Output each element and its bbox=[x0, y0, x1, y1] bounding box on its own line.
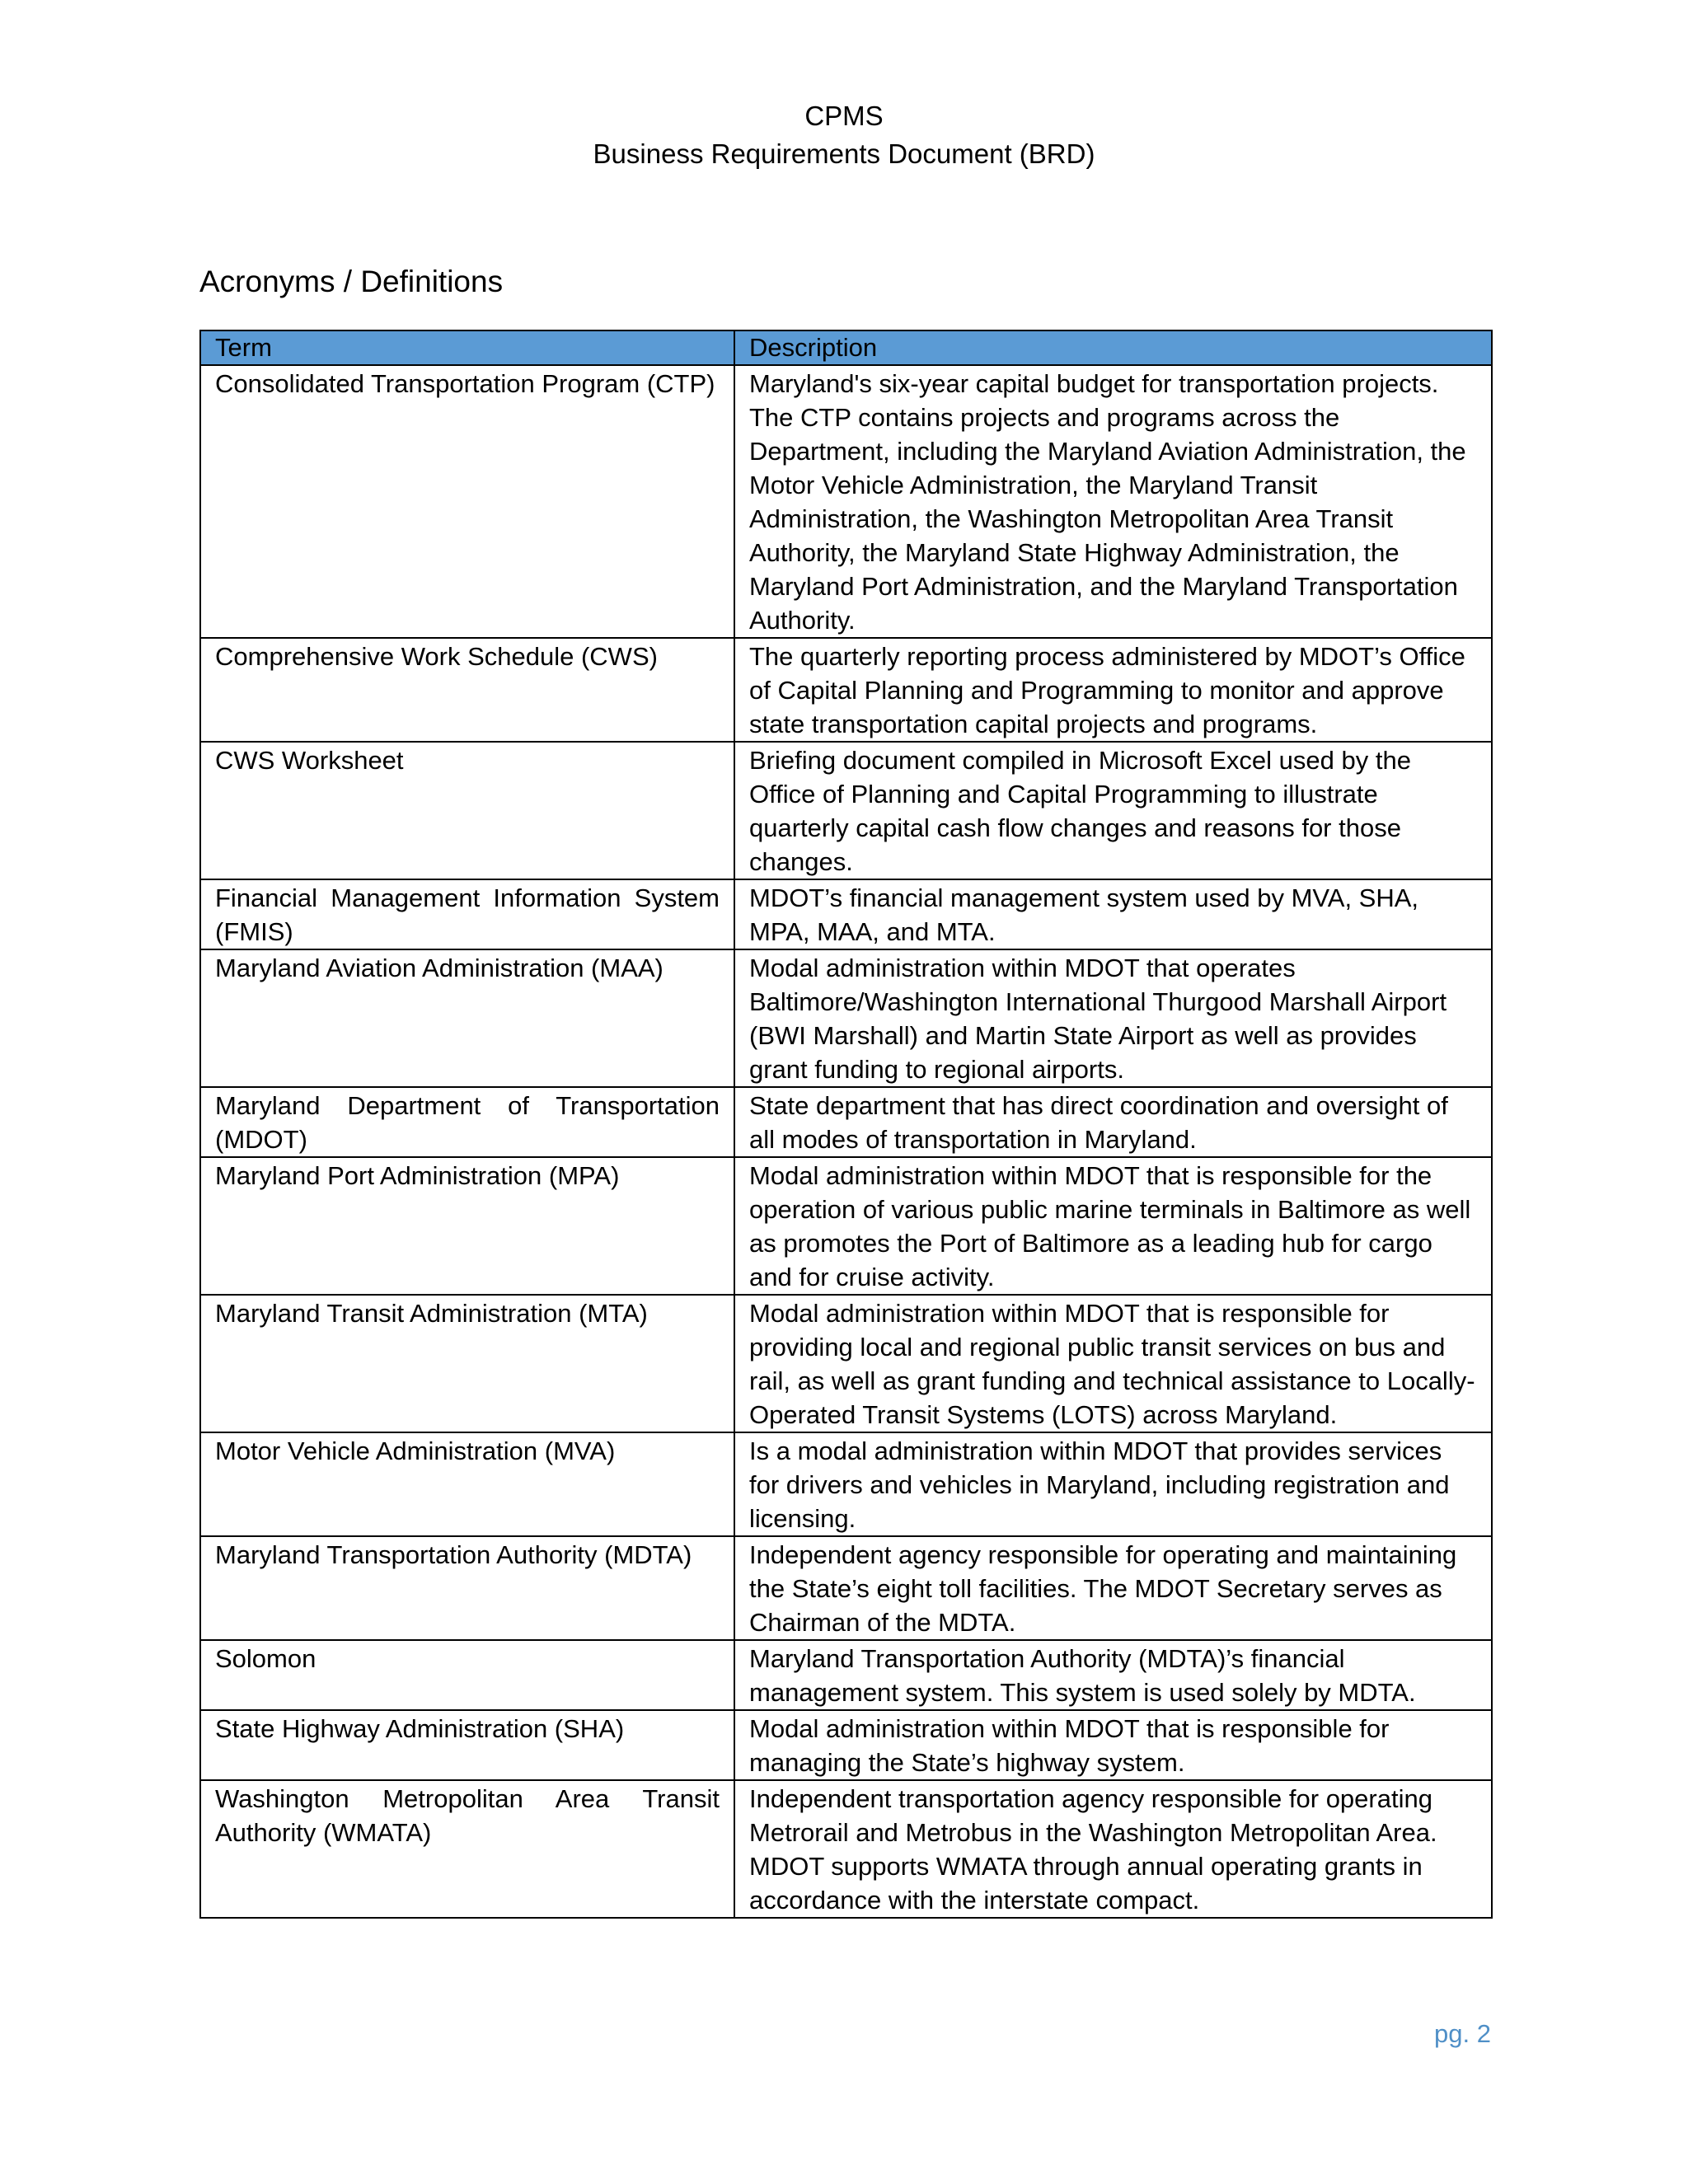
section-title: Acronyms / Definitions bbox=[199, 265, 504, 298]
table-row bbox=[200, 1295, 1492, 1432]
table-row bbox=[200, 879, 1492, 949]
term-cell: Comprehensive Work Schedule (CWS) bbox=[200, 638, 734, 742]
table-row bbox=[200, 1640, 1492, 1710]
table-row bbox=[200, 365, 1492, 638]
term-cell: Maryland Port Administration (MPA) bbox=[200, 1157, 734, 1295]
definitions-table bbox=[199, 330, 1493, 1919]
document-header bbox=[0, 97, 1688, 173]
table-row bbox=[200, 742, 1492, 879]
description-cell: The quarterly reporting process administered by MDOT’s Office of Capital Planning and Programming to monitor and approve state transportation capital projects and programs. bbox=[734, 638, 1492, 742]
page-number: pg. 2 bbox=[1434, 2019, 1491, 2048]
description-cell: Maryland Transportation Authority (MDTA)’s financial management system. This system is used solely by MDTA. bbox=[734, 1640, 1492, 1710]
term-cell: CWS Worksheet bbox=[200, 742, 734, 879]
header-title: CPMS bbox=[804, 101, 884, 131]
description-cell: Is a modal administration within MDOT that provides services for drivers and vehicles in Maryland, including registration and licensing. bbox=[734, 1432, 1492, 1536]
table-header-row bbox=[200, 330, 1492, 365]
description-cell: Modal administration within MDOT that is responsible for the operation of various public marine terminals in Baltimore as well as promotes the Port of Baltimore as a leading hub for cargo and for cruise activity. bbox=[734, 1157, 1492, 1295]
term-cell: Solomon bbox=[200, 1640, 734, 1710]
header-subtitle: Business Requirements Document (BRD) bbox=[593, 138, 1095, 169]
description-cell: State department that has direct coordination and oversight of all modes of transportation in Maryland. bbox=[734, 1087, 1492, 1157]
term-cell: Motor Vehicle Administration (MVA) bbox=[200, 1432, 734, 1536]
term-cell: Financial Management Information System (FMIS) bbox=[200, 879, 734, 949]
table-row bbox=[200, 638, 1492, 742]
table-row bbox=[200, 1087, 1492, 1157]
description-cell: Independent transportation agency responsible for operating Metrorail and Metrobus in the Washington Metropolitan Area. MDOT supports WMATA through annual operating grants in accordance with the interstate compact. bbox=[734, 1780, 1492, 1918]
term-cell: Maryland Transportation Authority (MDTA) bbox=[200, 1536, 734, 1640]
table-row bbox=[200, 1710, 1492, 1780]
term-cell: Washington Metropolitan Area Transit Authority (WMATA) bbox=[200, 1780, 734, 1918]
term-cell: Maryland Transit Administration (MTA) bbox=[200, 1295, 734, 1432]
table-row bbox=[200, 949, 1492, 1087]
description-cell: Modal administration within MDOT that operates Baltimore/Washington International Thurgood Marshall Airport (BWI Marshall) and Martin State Airport as well as provides grant funding to regional airports. bbox=[734, 949, 1492, 1087]
description-cell: Modal administration within MDOT that is responsible for managing the State’s highway system. bbox=[734, 1710, 1492, 1780]
table-row bbox=[200, 1432, 1492, 1536]
description-cell: Independent agency responsible for operating and maintaining the State’s eight toll facilities. The MDOT Secretary serves as Chairman of the MDTA. bbox=[734, 1536, 1492, 1640]
term-cell: Consolidated Transportation Program (CTP) bbox=[200, 365, 734, 638]
table-row bbox=[200, 1780, 1492, 1918]
term-cell: State Highway Administration (SHA) bbox=[200, 1710, 734, 1780]
description-cell: Briefing document compiled in Microsoft Excel used by the Office of Planning and Capital Programming to illustrate quarterly capital cash flow changes and reasons for those changes. bbox=[734, 742, 1492, 879]
description-cell: Modal administration within MDOT that is responsible for providing local and regional public transit services on bus and rail, as well as grant funding and technical assistance to Locally-Operated Transit Systems (LOTS) across Maryland. bbox=[734, 1295, 1492, 1432]
table-row bbox=[200, 1536, 1492, 1640]
description-cell: MDOT’s financial management system used by MVA, SHA, MPA, MAA, and MTA. bbox=[734, 879, 1492, 949]
column-header-term: Term bbox=[200, 330, 734, 365]
term-cell: Maryland Aviation Administration (MAA) bbox=[200, 949, 734, 1087]
description-cell: Maryland's six-year capital budget for transportation projects. The CTP contains projects and programs across the Department, including the Maryland Aviation Administration, the Motor Vehicle Administration, the Maryland Transit Administration, the Washington Metropolitan Area Transit Authority, the Maryland State Highway Administration, the Maryland Port Administration, and the Maryland Transportation Authority. bbox=[734, 365, 1492, 638]
column-header-description: Description bbox=[734, 330, 1492, 365]
term-cell: Maryland Department of Transportation (MDOT) bbox=[200, 1087, 734, 1157]
table-row bbox=[200, 1157, 1492, 1295]
